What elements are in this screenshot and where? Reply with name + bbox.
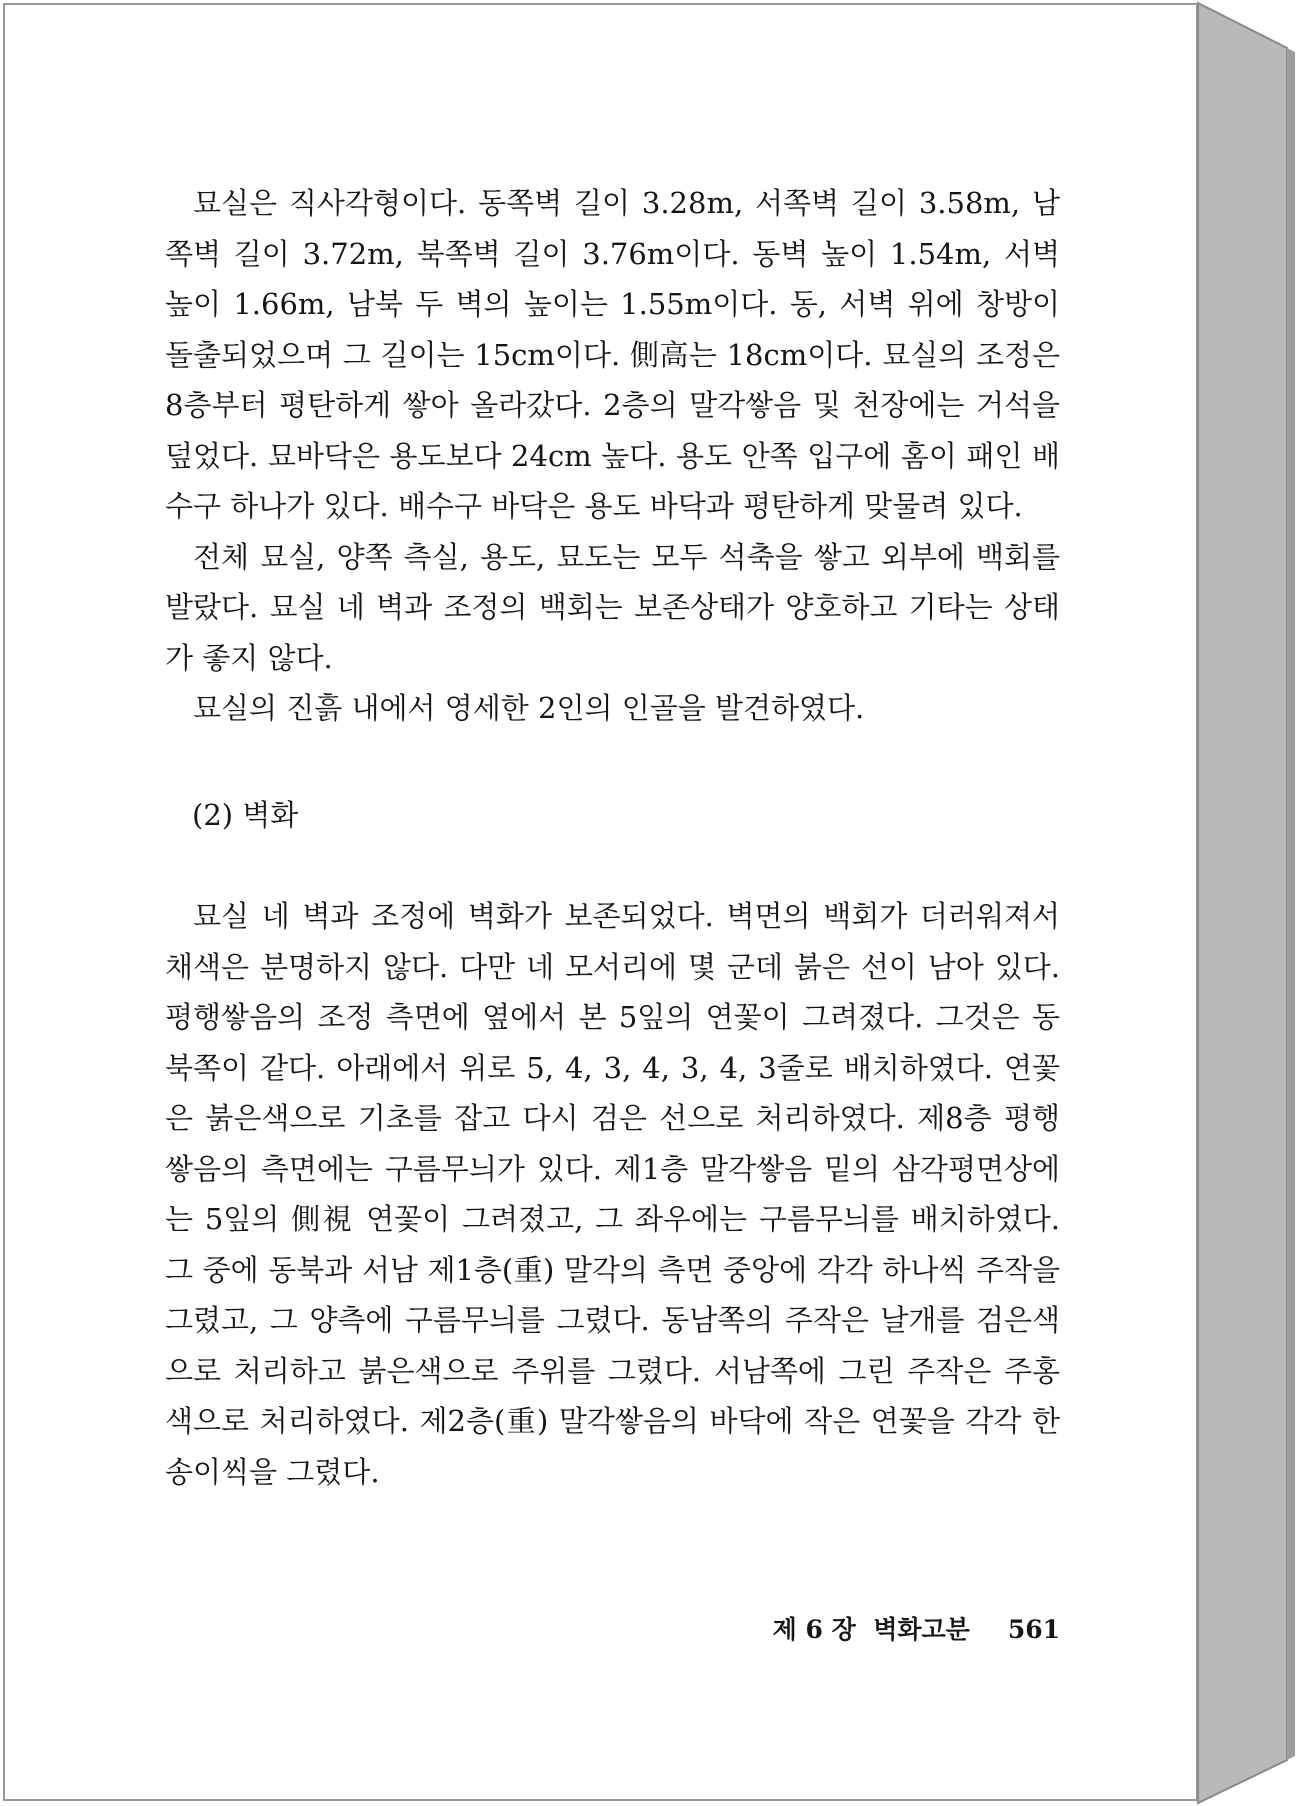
chapter-title: 벽화고분 [873, 1615, 970, 1644]
paragraph: 전체 묘실, 양쪽 측실, 용도, 묘도는 모두 석축을 쌓고 외부에 백회를 발랐다. 묘실 네 벽과 조정의 백회는 보존상태가 양호하고 기타는 상태가 좋지 않다. [165, 539, 1060, 675]
section-tomb-chamber [165, 178, 1060, 734]
paragraph: 묘실의 진흙 내에서 영세한 2인의 인골을 발견하였다. [193, 691, 865, 725]
page-number: 561 [1007, 1615, 1060, 1644]
book-edge [1195, 0, 1305, 1806]
paragraph: 묘실은 직사각형이다. 동쪽벽 길이 3.28m, 서쪽벽 길이 3.58m, 남쪽벽 길이 3.72m, 북쪽벽 길이 3.76m이다. 동벽 높이 1.54m, 서벽 높이 1.66m, 남북 두 벽의 높이는 1.55m이다. 동, 서벽 위에 창방이 돌출되었으며 그 길이는 15cm이다. 側高는 18cm이다. 묘실의 조정은 8층부터 평탄하게 쌓아 올라갔다. 2층의 말각쌓음 및 천장에는 거석을 덮었다. 묘바닥은 용도보다 24cm 높다. 용도 안쪽 입구에 홈이 패인 배수구 하나가 있다. 배수구 바닥은 용도 바닥과 평탄하게 맞물려 있다. [165, 186, 1060, 523]
section-murals [165, 891, 1060, 1497]
chapter-label [773, 1615, 970, 1644]
paragraph: 묘실 네 벽과 조정에 벽화가 보존되었다. 벽면의 백회가 더러워져서 채색은 분명하지 않다. 다만 네 모서리에 몇 군데 붉은 선이 남아 있다. 평행쌓음의 조정 측면에 옆에서 본 5잎의 연꽃이 그려졌다. 그것은 동북쪽이 같다. 아래에서 위로 5, 4, 3, 4, 3, 4, 3줄로 배치하였다. 연꽃은 붉은색으로 기초를 잡고 다시 검은 선으로 처리하였다. 제8층 평행쌓음의 측면에는 구름무늬가 있다. 제1층 말각쌓음 밑의 삼각평면상에는 5잎의 側視 연꽃이 그려졌고, 그 좌우에는 구름무늬를 배치하였다. 그 중에 동북과 서남 제1층(重) 말각의 측면 중앙에 각각 하나씩 주작을 그렸고, 그 양측에 구름무늬를 그렸다. 동남쪽의 주작은 날개를 검은색으로 처리하고 붉은색으로 주위를 그렸다. 서남쪽에 그린 주작은 주홍색으로 처리하였다. 제2층(重) 말각쌓음의 바닥에 작은 연꽃을 각각 한 송이씩을 그렸다. [165, 899, 1060, 1489]
section-heading: (2) 벽화 [192, 798, 299, 832]
page-footer [660, 1610, 1060, 1646]
chapter-number: 제 6 장 [772, 1615, 856, 1644]
